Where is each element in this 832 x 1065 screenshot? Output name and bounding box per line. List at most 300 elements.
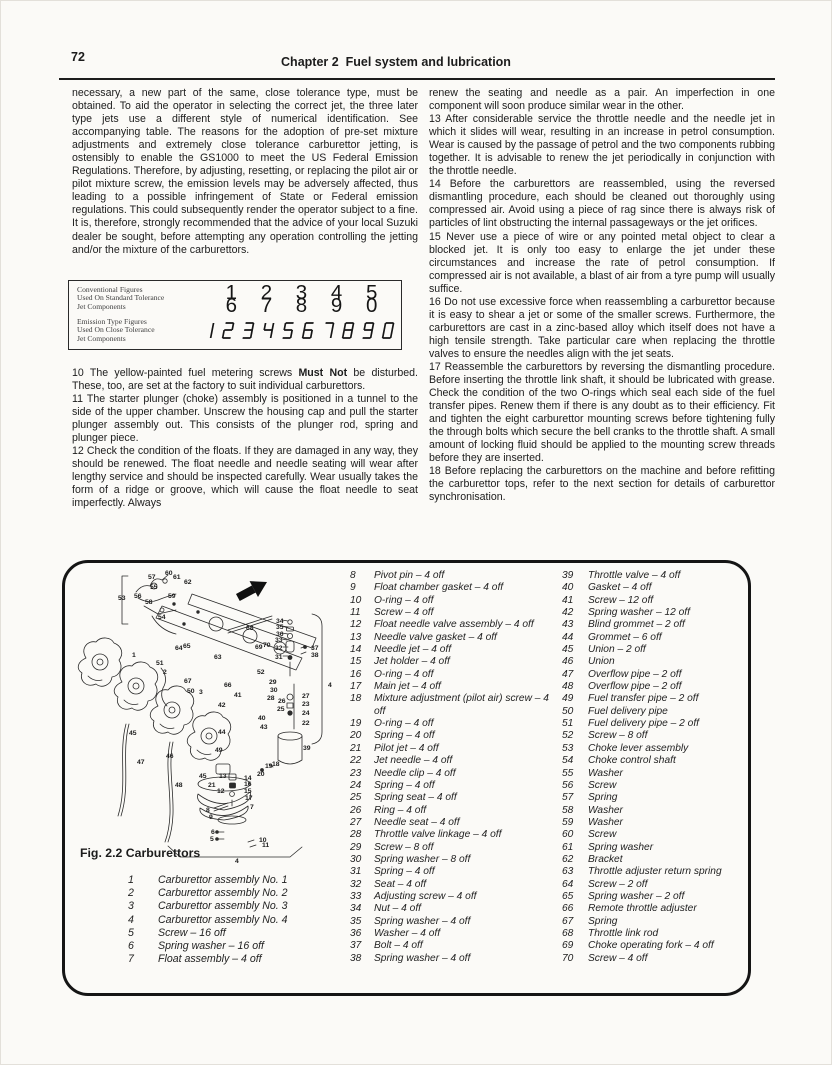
legend-item-text: Needle valve gasket – 4 off: [374, 631, 497, 643]
figure-legend-1-7: [128, 874, 338, 966]
legend-item-text: Gasket – 4 off: [588, 582, 652, 594]
svg-text:36: 36: [276, 631, 284, 638]
legend-item-text: Throttle valve – 4 off: [588, 570, 681, 581]
legend-item-number: 59: [562, 816, 574, 828]
svg-text:45: 45: [129, 730, 137, 737]
legend-item-number: 4: [128, 913, 134, 926]
legend-item-text: Spring washer: [588, 841, 654, 853]
svg-text:65: 65: [183, 643, 191, 650]
paragraph-12: 12 Check the condition of the floats. If they are damaged in any way, they should be renewed. The float needle and needle seating will wear after lengthy service and should be inspected carefully. Wear usually takes the form of a ridge or groove, which will cause the float needle to seat imperfectly. Always: [72, 444, 418, 510]
legend-item: [562, 768, 744, 780]
legend-item-number: 52: [562, 730, 574, 742]
paragraph-16: 16 Do not use excessive force when reassembling a carburettor because it is easy to shear a jet or some of the smaller screws. Furthermore, the carburettors are cast in a zinc-based alloy which itself does not have a high tensile strength. Take particular care when replacing the throttle valves to ensure the needles align with the jet seats.: [429, 295, 775, 360]
legend-item: [350, 582, 563, 594]
svg-text:45: 45: [199, 773, 207, 780]
svg-text:9: 9: [209, 814, 213, 821]
legend-item-number: 24: [350, 779, 362, 791]
paragraph-17: 17 Reassemble the carburettors by reversing the dismantling procedure. Before inserting the throttle link shaft, it should be lubricated with grease. Check the condition of the two O-rings which seal each side of the fuel transfer pipes. Renew them if there is any doubt as to their efficiency. Fit and tighten the eight carburettor mounting screws before tightening fully the through bolts which secure the bell cranks to the throttle shaft. A small amount of locking fluid should be applied to the mounting screw threads before they are inserted.: [429, 360, 775, 465]
figure-legend-39-70: [562, 570, 744, 965]
legend-item-number: 33: [350, 890, 362, 902]
legend-item: [350, 718, 563, 730]
legend-item-number: 55: [562, 767, 574, 779]
legend-item-number: 68: [562, 927, 574, 939]
emission-figures-label: Emission Type Figures Used On Close Tolerance Jet Components: [77, 316, 155, 343]
legend-item-number: 45: [562, 644, 574, 656]
legend-item-number: 6: [128, 940, 134, 953]
svg-text:59: 59: [168, 593, 176, 600]
legend-item: [562, 928, 744, 940]
legend-item-number: 65: [562, 890, 574, 902]
legend-item-number: 28: [350, 829, 362, 841]
legend-item-number: 58: [562, 804, 574, 816]
svg-text:6: 6: [211, 829, 215, 836]
legend-item-number: 46: [562, 656, 574, 668]
legend-item-text: Washer – 4 off: [374, 927, 441, 939]
legend-item-number: 48: [562, 681, 574, 693]
svg-text:17: 17: [245, 795, 253, 802]
legend-item-text: Spring washer – 8 off: [374, 853, 471, 865]
carburettor-exploded-diagram: [66, 564, 346, 864]
svg-text:37: 37: [311, 645, 319, 652]
legend-item: [562, 854, 744, 866]
svg-text:54: 54: [158, 614, 166, 621]
svg-text:40: 40: [258, 715, 266, 722]
paragraph-14: 14 Before the carburettors are reassembled, using the reversed dismantling procedure, each should be cleaned out thoroughly using compressed air. Avoid using a piece of rag since there is always risk of particles of lint obstructing the internal passageways or the jet orifices.: [429, 178, 775, 230]
svg-text:26: 26: [278, 698, 286, 705]
legend-item: [350, 792, 563, 804]
legend-item: [350, 866, 563, 878]
legend-item-number: 61: [562, 841, 574, 853]
svg-text:25: 25: [277, 706, 285, 713]
svg-text:67: 67: [184, 678, 192, 685]
svg-text:14: 14: [244, 775, 252, 782]
legend-item-text: Float needle valve assembly – 4 off: [374, 619, 534, 631]
svg-text:8: 8: [206, 807, 210, 814]
legend-item-text: Screw – 16 off: [158, 926, 226, 939]
legend-item-text: Pivot pin – 4 off: [374, 570, 445, 581]
legend-item-text: Carburettor assembly No. 2: [158, 887, 288, 900]
direction-arrow-icon: [234, 574, 272, 605]
legend-item: [562, 829, 744, 841]
body-columns: [72, 87, 775, 510]
legend-item-number: 25: [350, 792, 362, 804]
legend-item-text: Float chamber gasket – 4 off: [374, 582, 504, 594]
legend-item: [350, 632, 563, 644]
legend-item: [562, 619, 744, 631]
intro-paragraph: necessary, a new part of the same, close tolerance type, must be obtained. To aid the operator in selecting the correct jet, the three later type jets use a different style of numerical identification. See accompanying table. The reasons for the adoption of pre-set mixture adjustments and extremely close tolerance carburettor jetting, is ostensibly to enable the GS1000 to meet the US Federal Emission Regulations. Therefore, by adjusting, resetting, or replacing the pilot air or pilot mixture screw, the emission levels may be adversely affected, thus leading to a possible infringement of State or Federal emission regulations. This could subsequently render the operator subject to a fine. It is, therefore, strongly recommended that the advice of your local Suzuki dealer be sought, before attempting any operation controlling the jetting and/or the mixture of the carburettors.: [72, 87, 418, 256]
legend-item-number: 1: [128, 874, 134, 886]
legend-item-number: 40: [562, 582, 574, 594]
legend-item: [562, 891, 744, 903]
legend-item-text: Adjusting screw – 4 off: [374, 890, 477, 902]
must-not-emphasis: Must Not: [298, 366, 348, 379]
figure-legend-8-38: [350, 570, 563, 965]
legend-item-text: Nut – 4 off: [374, 903, 422, 915]
legend-item-number: 31: [350, 866, 362, 878]
legend-item: [562, 632, 744, 644]
svg-text:66: 66: [224, 682, 232, 689]
legend-item: [128, 887, 338, 900]
legend-item: [562, 903, 744, 915]
legend-item: [350, 780, 563, 792]
legend-item: [350, 595, 563, 607]
svg-text:62: 62: [184, 579, 192, 586]
svg-text:68: 68: [246, 625, 254, 632]
svg-text:42: 42: [218, 702, 226, 709]
svg-text:70: 70: [263, 642, 271, 649]
svg-text:56: 56: [134, 593, 142, 600]
svg-text:44: 44: [218, 729, 226, 736]
legend-item-text: Union: [588, 656, 615, 668]
legend-item-number: 23: [350, 767, 362, 779]
legend-item: [350, 607, 563, 619]
legend-item-text: Needle clip – 4 off: [374, 767, 456, 779]
left-column: [72, 87, 418, 510]
legend-item-text: Jet holder – 4 off: [374, 656, 450, 668]
legend-item-number: 9: [350, 582, 356, 594]
legend-item-text: Screw: [588, 829, 617, 841]
legend-item: [350, 891, 563, 903]
legend-item-number: 35: [350, 915, 362, 927]
legend-item-number: 69: [562, 940, 574, 952]
legend-item-text: Throttle adjuster return spring: [588, 866, 722, 878]
svg-text:1: 1: [132, 652, 136, 659]
svg-text:15: 15: [244, 788, 252, 795]
legend-item-number: 49: [562, 693, 574, 705]
legend-item-text: Grommet – 6 off: [588, 631, 662, 643]
svg-text:33: 33: [275, 637, 283, 644]
page-number: 72: [71, 50, 85, 64]
legend-item-text: Fuel transfer pipe – 2 off: [588, 693, 699, 705]
legend-item-number: 3: [128, 900, 134, 913]
legend-item: [562, 866, 744, 878]
legend-item-number: 22: [350, 755, 362, 767]
legend-item: [562, 842, 744, 854]
legend-item: [562, 582, 744, 594]
legend-item: [350, 743, 563, 755]
legend-item-text: Choke lever assembly: [588, 742, 689, 754]
legend-item: [350, 570, 563, 582]
legend-item-text: Ring – 4 off: [374, 804, 427, 816]
svg-text:69: 69: [255, 644, 263, 651]
legend-item: [128, 953, 338, 966]
legend-item-number: 7: [128, 953, 134, 966]
legend-item-text: Fuel delivery pipe: [588, 705, 668, 717]
legend-item: [562, 805, 744, 817]
svg-text:49: 49: [215, 747, 223, 754]
legend-item: [350, 730, 563, 742]
svg-text:24: 24: [302, 710, 310, 717]
svg-text:46: 46: [166, 753, 174, 760]
legend-item-number: 37: [350, 940, 362, 952]
legend-item: [562, 656, 744, 668]
svg-text:23: 23: [302, 701, 310, 708]
legend-item-number: 19: [350, 718, 362, 730]
paragraph-13: 13 After considerable service the throttle needle and the needle jet in which it slides will wear, resulting in an increase in petrol consumption. Wear is caused by the passage of petrol and the two components rubbing together. It is advisable to renew the jet periodically in conjunction with the throttle needle.: [429, 113, 775, 178]
legend-item-number: 26: [350, 804, 362, 816]
legend-item: [562, 644, 744, 656]
legend-item-text: Screw: [588, 779, 617, 791]
legend-item-number: 11: [350, 607, 361, 619]
svg-text:43: 43: [260, 724, 268, 731]
legend-item-text: Screw – 8 off: [374, 841, 434, 853]
legend-item: [350, 916, 563, 928]
legend-item-text: Needle jet – 4 off: [374, 644, 452, 656]
svg-text:38: 38: [311, 652, 319, 659]
legend-item-number: 51: [562, 718, 574, 730]
legend-item: [562, 730, 744, 742]
legend-item-number: 14: [350, 644, 362, 656]
legend-item: [350, 681, 563, 693]
svg-text:18: 18: [272, 761, 280, 768]
legend-item-text: Spring seat – 4 off: [374, 792, 457, 804]
legend-item: [562, 916, 744, 928]
legend-item-number: 21: [350, 742, 362, 754]
svg-text:3: 3: [199, 689, 203, 696]
conventional-digits: 1 2 3 4 5 6 7 8 9 0: [225, 280, 387, 317]
legend-item: [562, 669, 744, 681]
legend-item: [562, 792, 744, 804]
legend-item-number: 42: [562, 607, 574, 619]
legend-item-text: Choke control shaft: [588, 755, 676, 767]
jet-figures-table: [68, 280, 402, 350]
paragraph-10: 10 The yellow-painted fuel metering screws Must Not be disturbed. These, too, are set at the factory to suit individual carburettors.: [72, 366, 418, 392]
legend-item-text: Spring – 4 off: [374, 779, 435, 791]
svg-text:51: 51: [156, 660, 164, 667]
legend-item: [350, 879, 563, 891]
paragraph-11: 11 The starter plunger (choke) assembly is positioned in a tunnel to the side of the upper chamber. Unscrew the housing cap and pull the starter plunger assembly out. This consists of the plunger rod, spring and plunger piece.: [72, 392, 418, 444]
svg-text:11: 11: [262, 842, 270, 849]
legend-item-text: O-ring – 4 off: [374, 594, 434, 606]
legend-item-text: Carburettor assembly No. 4: [158, 913, 288, 926]
legend-item-number: 32: [350, 878, 362, 890]
legend-item-text: Fuel delivery pipe – 2 off: [588, 718, 699, 730]
legend-item-text: Overflow pipe – 2 off: [588, 681, 682, 693]
svg-text:58: 58: [145, 599, 153, 606]
svg-text:57: 57: [148, 574, 156, 581]
legend-item: [350, 755, 563, 767]
legend-item: [562, 607, 744, 619]
svg-text:31: 31: [275, 654, 283, 661]
svg-text:47: 47: [137, 759, 145, 766]
legend-item-number: 62: [562, 853, 574, 865]
svg-text:63: 63: [214, 654, 222, 661]
svg-text:20: 20: [257, 771, 265, 778]
svg-text:7: 7: [250, 804, 254, 811]
legend-item-text: Screw – 4 off: [374, 607, 434, 619]
legend-item: [562, 780, 744, 792]
legend-item: [350, 805, 563, 817]
legend-item-text: Needle seat – 4 off: [374, 816, 460, 828]
svg-text:52: 52: [257, 669, 265, 676]
legend-item-text: Overflow pipe – 2 off: [588, 668, 682, 680]
legend-item-number: 27: [350, 816, 362, 828]
legend-item: [350, 669, 563, 681]
legend-item-number: 66: [562, 903, 574, 915]
legend-item-text: Spring washer – 4 off: [374, 915, 471, 927]
legend-item-text: Jet needle – 4 off: [374, 755, 453, 767]
legend-item-number: 34: [350, 903, 362, 915]
legend-item: [562, 681, 744, 693]
legend-item: [562, 940, 744, 952]
legend-item: [562, 693, 744, 705]
legend-item: [562, 817, 744, 829]
legend-item: [128, 900, 338, 913]
legend-item-number: 29: [350, 841, 362, 853]
legend-item-text: Spring washer – 16 off: [158, 940, 264, 953]
figure-caption: Fig. 2.2 Carburettors: [80, 846, 201, 860]
legend-item: [562, 595, 744, 607]
legend-item-text: Screw – 8 off: [588, 730, 648, 742]
legend-item-text: Main jet – 4 off: [374, 681, 441, 693]
legend-item-text: Blind grommet – 2 off: [588, 619, 685, 631]
legend-item-text: Bolt – 4 off: [374, 940, 423, 952]
legend-item: [128, 940, 338, 953]
legend-item-number: 18: [350, 693, 362, 705]
svg-text:48: 48: [175, 782, 183, 789]
legend-item-number: 17: [350, 681, 362, 693]
legend-item: [562, 879, 744, 891]
legend-item-number: 54: [562, 755, 574, 767]
legend-item-number: 60: [562, 829, 574, 841]
legend-item-number: 53: [562, 742, 574, 754]
svg-text:50: 50: [187, 688, 195, 695]
legend-item: [128, 874, 338, 887]
svg-text:4: 4: [235, 858, 239, 864]
svg-text:27: 27: [302, 693, 310, 700]
legend-item-number: 50: [562, 705, 574, 717]
svg-text:32: 32: [275, 645, 283, 652]
legend-item: [350, 953, 563, 965]
legend-item: [562, 743, 744, 755]
legend-item-number: 56: [562, 779, 574, 791]
legend-item-text: Spring washer – 12 off: [588, 607, 690, 619]
legend-item-text: Union – 2 off: [588, 644, 646, 656]
legend-item-number: 47: [562, 668, 574, 680]
legend-item-number: 57: [562, 792, 574, 804]
legend-item-text: Float assembly – 4 off: [158, 953, 262, 966]
svg-text:34: 34: [276, 618, 284, 625]
legend-item-text: Spring: [588, 792, 618, 804]
legend-item: [350, 693, 563, 718]
legend-item-text: Carburettor assembly No. 3: [158, 900, 288, 913]
legend-item-text: Spring washer – 2 off: [588, 890, 685, 902]
svg-text:12: 12: [217, 788, 225, 795]
conventional-figures-label: Conventional Figures Used On Standard Tolerance Jet Components: [77, 284, 165, 311]
svg-text:19: 19: [265, 763, 273, 770]
legend-item-text: Bracket: [588, 853, 623, 865]
legend-item-text: Spring – 4 off: [374, 866, 435, 878]
legend-item-text: Screw – 2 off: [588, 878, 648, 890]
svg-text:53: 53: [118, 595, 126, 602]
svg-text:4: 4: [328, 682, 332, 689]
legend-item-number: 12: [350, 619, 362, 631]
legend-item: [128, 927, 338, 940]
legend-item-text: Pilot jet – 4 off: [374, 742, 439, 754]
legend-item-text: O-ring – 4 off: [374, 718, 434, 730]
svg-text:30: 30: [270, 687, 278, 694]
svg-text:64: 64: [175, 645, 183, 652]
legend-item: [128, 914, 338, 927]
legend-item-text: Mixture adjustment (pilot air) screw – 4 off: [374, 693, 549, 717]
legend-item-text: Remote throttle adjuster: [588, 903, 697, 915]
svg-text:61: 61: [173, 574, 181, 581]
svg-text:21: 21: [208, 782, 216, 789]
legend-item-number: 10: [350, 594, 362, 606]
paragraph-12-continued: renew the seating and needle as a pair. An imperfection in one component will soon produce similar wear in the other.: [429, 87, 775, 113]
legend-item: [350, 619, 563, 631]
legend-item-number: 70: [562, 952, 574, 964]
svg-text:10: 10: [259, 837, 267, 844]
legend-item-text: Throttle valve linkage – 4 off: [374, 829, 502, 841]
svg-text:35: 35: [276, 624, 284, 631]
legend-item: [350, 903, 563, 915]
chapter-header: Chapter 2 Fuel system and lubrication: [281, 55, 511, 69]
legend-item: [562, 755, 744, 767]
legend-item-text: Throttle link rod: [588, 927, 659, 939]
legend-item-number: 36: [350, 927, 362, 939]
legend-item-text: Carburettor assembly No. 1: [158, 874, 288, 886]
legend-item-text: Choke operating fork – 4 off: [588, 940, 714, 952]
legend-item-number: 15: [350, 656, 362, 668]
paragraph-18: 18 Before replacing the carburettors on the machine and before refitting the carburettor tops, refer to the next section for details of carburettor synchronisation.: [429, 465, 775, 504]
svg-text:39: 39: [303, 745, 311, 752]
legend-item: [350, 644, 563, 656]
svg-text:16: 16: [244, 781, 252, 788]
emission-figures-row: [69, 315, 401, 347]
legend-item-number: 13: [350, 631, 362, 643]
svg-text:41: 41: [234, 692, 242, 699]
legend-item: [562, 718, 744, 730]
legend-item-number: 5: [128, 926, 134, 939]
legend-item-number: 41: [562, 594, 574, 606]
svg-text:28: 28: [267, 695, 275, 702]
legend-item-text: Seat – 4 off: [374, 878, 427, 890]
legend-item: [350, 829, 563, 841]
legend-item-number: 8: [350, 570, 356, 581]
conventional-figures-row: [69, 280, 401, 317]
legend-item-number: 30: [350, 853, 362, 865]
legend-item: [350, 817, 563, 829]
legend-item-number: 39: [562, 570, 574, 581]
legend-item: [350, 854, 563, 866]
svg-text:60: 60: [165, 570, 173, 577]
svg-text:2: 2: [163, 669, 167, 676]
legend-item: [350, 768, 563, 780]
legend-item: [350, 940, 563, 952]
svg-text:29: 29: [269, 679, 277, 686]
legend-item: [562, 570, 744, 582]
legend-item-text: O-ring – 4 off: [374, 668, 434, 680]
legend-item-text: Screw – 4 off: [588, 952, 648, 964]
svg-text:5: 5: [210, 836, 214, 843]
header-rule: [59, 78, 775, 80]
legend-item: [350, 842, 563, 854]
legend-item: [562, 706, 744, 718]
legend-item-number: 44: [562, 631, 574, 643]
legend-item-text: Washer: [588, 767, 623, 779]
svg-text:13: 13: [219, 773, 227, 780]
legend-item-text: Spring washer – 4 off: [374, 952, 471, 964]
svg-text:22: 22: [302, 720, 310, 727]
paragraph-15: 15 Never use a piece of wire or any pointed metal object to clear a blocked jet. It is only too easy to enlarge the jet under these circumstances and increase the rate of petrol consumption. If compressed air is not available, a blast of air from a tyre pump will usually suffice.: [429, 230, 775, 295]
legend-item-number: 64: [562, 878, 574, 890]
right-column: [429, 87, 775, 510]
emission-digits: [201, 322, 401, 340]
legend-item-text: Washer: [588, 804, 623, 816]
legend-item-number: 43: [562, 619, 574, 631]
legend-item-number: 67: [562, 915, 574, 927]
